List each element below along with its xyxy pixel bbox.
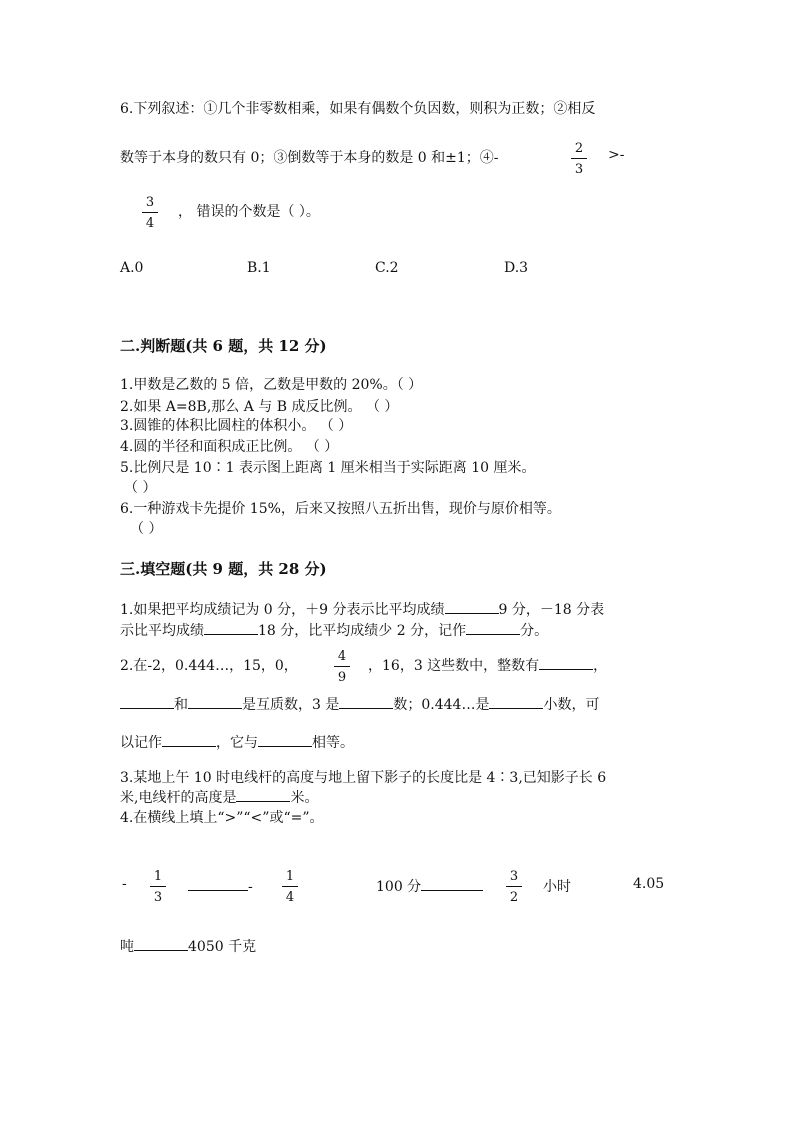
minus-sign: - — [122, 876, 127, 892]
text: 18 分，比平均成绩少 2 分，记作 — [258, 623, 467, 639]
text: 是互质数，3 是 — [242, 697, 340, 713]
fraction-denominator: 2 — [509, 890, 519, 905]
judge-item-4: 4.圆的半径和面积成正比例。 （ ） — [120, 439, 339, 455]
compare-1 — [188, 876, 253, 895]
text: ，它与 — [216, 735, 258, 751]
fill-q2-line1-a: 2.在-2，0.444…，15，0， — [120, 658, 298, 674]
fraction-denominator: 4 — [285, 890, 295, 905]
fraction-4-9 — [330, 650, 354, 684]
section3-title: 三.填空题(共 9 题，共 28 分) — [120, 560, 327, 578]
compare-3 — [120, 936, 256, 956]
judge-item-3: 3.圆锥的体积比圆柱的体积小。 （ ） — [120, 418, 353, 434]
fraction-2-3 — [567, 142, 591, 176]
fill-q1-line1 — [120, 599, 604, 619]
option-a: A.0 — [120, 260, 144, 276]
fraction-bar — [282, 886, 298, 887]
fraction-bar — [334, 666, 350, 667]
fill-q3-line2 — [120, 787, 318, 807]
minus-sign: - — [248, 879, 253, 895]
text: 吨 — [120, 939, 134, 955]
fill-q2-line2 — [120, 694, 599, 714]
text: 小数，可 — [543, 697, 600, 713]
text: ， — [593, 658, 608, 674]
fraction-numerator: 3 — [509, 869, 519, 884]
q6-line2-a: 数等于本身的数只有 0；③倒数等于本身的数是 0 和±1；④- — [120, 150, 499, 166]
text: 9 分，－18 分表 — [498, 602, 605, 618]
answer-blank[interactable] — [120, 694, 174, 709]
judge-item-6-paren: （ ） — [130, 521, 163, 537]
answer-blank[interactable] — [188, 694, 242, 709]
text: 数；0.444…是 — [393, 697, 490, 713]
judge-item-1: 1.甲数是乙数的 5 倍，乙数是甲数的 20%。（ ） — [120, 377, 423, 393]
answer-blank[interactable] — [339, 694, 393, 709]
fraction-denominator: 9 — [337, 670, 347, 685]
text: 示比平均成绩 — [120, 623, 204, 639]
text: 以记作 — [120, 735, 162, 751]
section2-title: 二.判断题(共 6 题，共 12 分) — [120, 337, 327, 355]
fraction-numerator: 2 — [574, 141, 584, 156]
text: 米。 — [290, 790, 319, 806]
fraction-bar — [150, 886, 166, 887]
text: 米,电线杆的高度是 — [120, 790, 237, 806]
hour-unit: 小时 — [543, 879, 571, 895]
fill-q2-line3 — [120, 732, 354, 752]
answer-blank[interactable] — [134, 936, 188, 951]
answer-blank[interactable] — [188, 876, 248, 891]
judge-item-5: 5.比例尺是 10∶1 表示图上距离 1 厘米相当于实际距离 10 厘米。 — [120, 460, 536, 476]
fraction-1-3 — [146, 870, 170, 904]
fill-q2-line1-b — [368, 655, 607, 675]
fill-q1-line2 — [120, 620, 548, 640]
fraction-denominator: 4 — [145, 216, 155, 231]
judge-item-5-paren: （ ） — [124, 480, 157, 496]
text: 1.如果把平均成绩记为 0 分，＋9 分表示比平均成绩 — [120, 602, 445, 618]
text: 和 — [174, 697, 188, 713]
fraction-numerator: 3 — [145, 195, 155, 210]
text: 相等。 — [312, 735, 354, 751]
answer-blank[interactable] — [258, 732, 312, 747]
compare-2 — [376, 876, 483, 896]
option-c: C.2 — [375, 260, 399, 276]
fraction-3-2 — [502, 870, 526, 904]
option-b: B.1 — [247, 260, 271, 276]
answer-blank[interactable] — [466, 620, 520, 635]
fraction-bar — [142, 212, 158, 213]
fraction-denominator: 3 — [153, 890, 163, 905]
fraction-bar — [506, 886, 522, 887]
answer-blank[interactable] — [489, 694, 543, 709]
q6-line1: 6.下列叙述：①几个非零数相乘，如果有偶数个负因数，则积为正数；②相反 — [120, 101, 596, 117]
text: 100 分 — [376, 879, 422, 895]
fraction-bar — [571, 158, 587, 159]
fill-q4: 4.在横线上填上“>”“<”或“=”。 — [120, 810, 324, 826]
text: 4050 千克 — [188, 939, 257, 955]
answer-blank[interactable] — [539, 655, 593, 670]
fraction-1-4 — [278, 870, 302, 904]
judge-item-2: 2.如果 A=8B,那么 A 与 B 成反比例。 （ ） — [120, 399, 399, 415]
q6-line3: ， 错误的个数是（ ）。 — [178, 204, 320, 220]
answer-blank[interactable] — [162, 732, 216, 747]
fraction-numerator: 1 — [285, 869, 295, 884]
q6-line2-b: >- — [608, 147, 625, 163]
fraction-3-4 — [138, 196, 162, 230]
fill-q3-line1: 3.某地上午 10 时电线杆的高度与地上留下影子的长度比是 4∶3,已知影子长 6 — [120, 770, 607, 786]
answer-blank[interactable] — [236, 787, 290, 802]
fraction-numerator: 1 — [153, 869, 163, 884]
fraction-denominator: 3 — [574, 162, 584, 177]
fraction-numerator: 4 — [337, 649, 347, 664]
value-4-05: 4.05 — [633, 876, 665, 892]
text: ，16，3 这些数中，整数有 — [368, 658, 540, 674]
option-d: D.3 — [504, 260, 529, 276]
answer-blank[interactable] — [204, 620, 258, 635]
answer-blank[interactable] — [421, 876, 483, 891]
judge-item-6: 6.一种游戏卡先提价 15%，后来又按照八五折出售，现价与原价相等。 — [120, 501, 561, 517]
answer-blank[interactable] — [445, 599, 499, 614]
text: 分。 — [520, 623, 549, 639]
